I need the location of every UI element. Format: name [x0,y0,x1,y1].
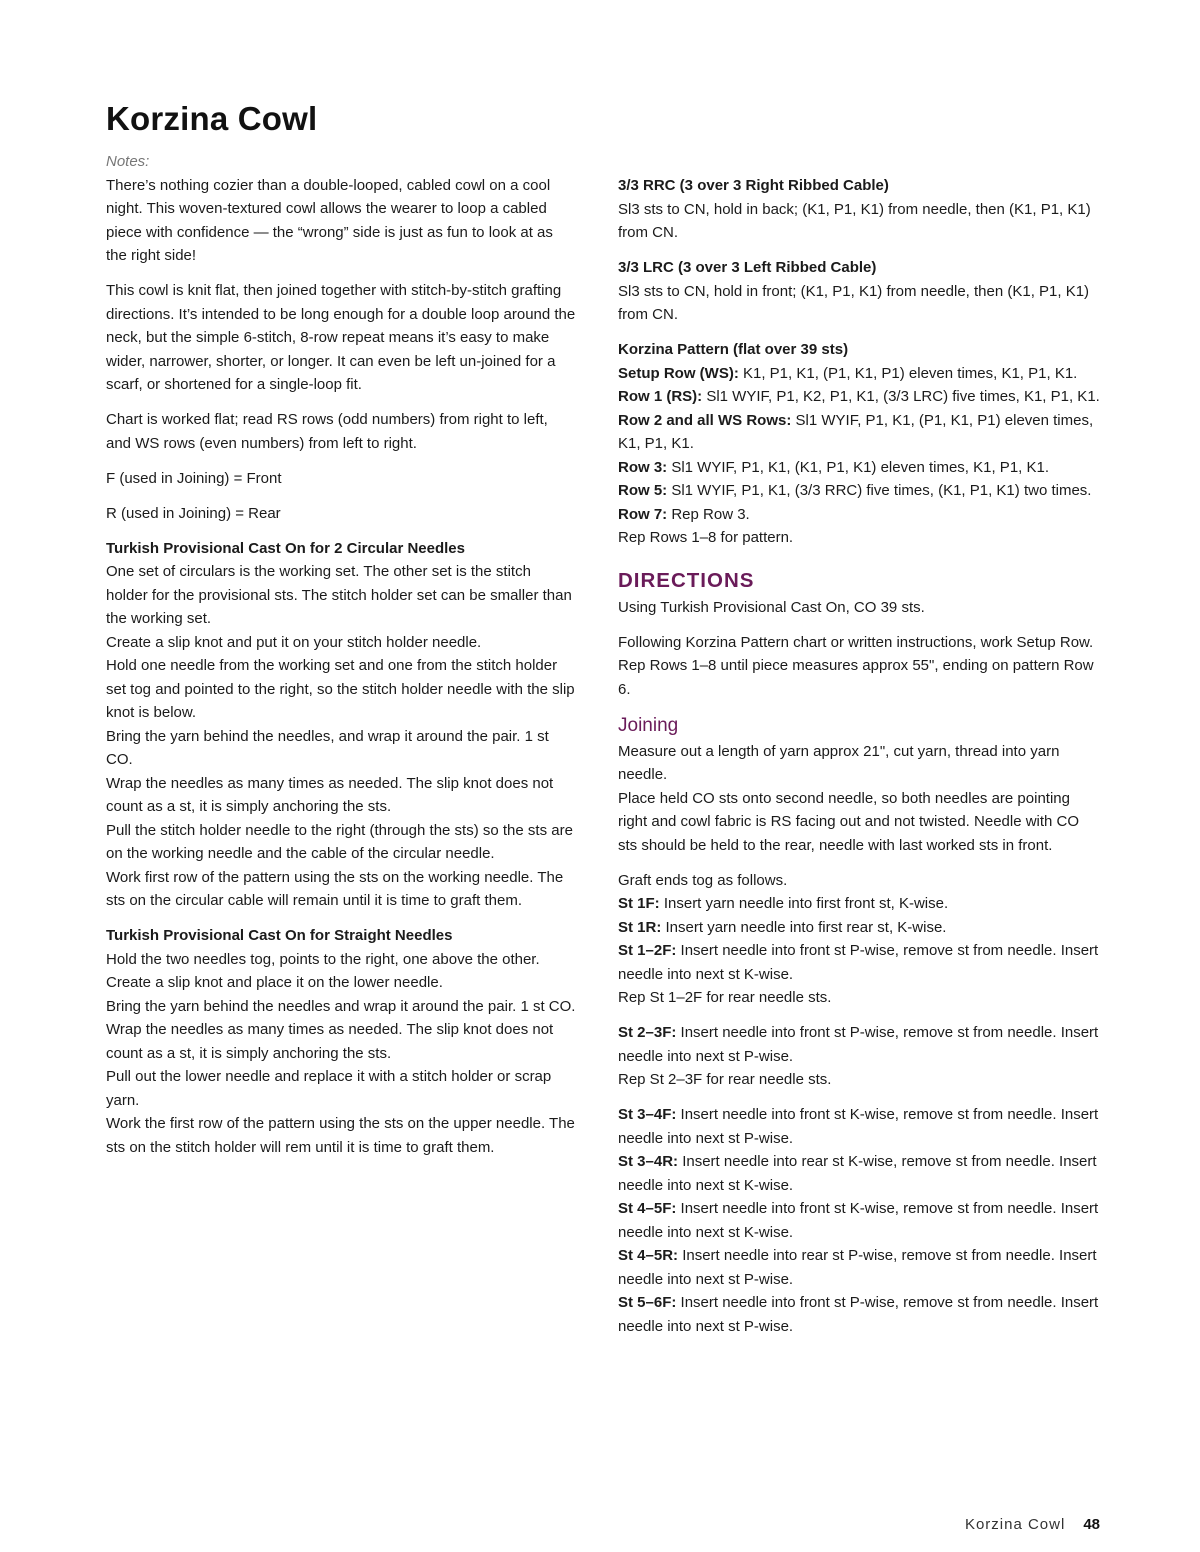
pattern-row [618,479,1100,503]
pattern-row-text: Sl1 WYIF, P1, K1, (3/3 RRC) five times, (K1, P1, K1) two times. [667,482,1092,499]
graft-step [618,916,1100,940]
pattern-row-text: Sl1 WYIF, P1, K1, (P1, K1, P1) eleven times, K1, P1, K1. [618,411,1094,452]
circular-step: Wrap the needles as many times as needed. The slip knot does not count as a st, it is simply anchoring the sts. [106,774,554,815]
page-footer [965,1516,1100,1533]
circular-step: Pull the stitch holder needle to the right (through the sts) so the sts are on the working needle and the cable of the circular needle. [106,821,573,862]
straight-step: Pull out the lower needle and replace it with a stitch holder or scrap yarn. [106,1068,552,1109]
page-title: Korzina Cowl [106,100,318,137]
joining-line: Measure out a length of yarn approx 21", cut yarn, thread into yarn needle. [618,742,1060,783]
korzina-pattern-section [618,338,1100,550]
graft-step [618,1291,1100,1338]
circular-cast-on-section [106,537,576,913]
pattern-row [618,409,1100,456]
circular-step: Work first row of the pattern using the sts on the working needle. The sts on the circular cable will remain until it is time to graft them. [106,868,564,909]
intro-paragraph-2: This cowl is knit flat, then joined together with stitch-by-stitch grafting directions. It’s intended to be long enough for a double loop around the neck, but the simple 6-stitch, 8-row repeat means it’s easy to make wider, narrower, shorter, or longer. It can even be left un-joined for a scarf, or shortened for a single-loop fit. [106,282,576,393]
graft-step-text: Insert needle into rear st K-wise, remove st from needle. Insert needle into next st K-wise. [618,1153,1097,1194]
directions-heading: DIRECTIONS [618,568,755,592]
graft-step-text: Rep St 2–3F for rear needle sts. [618,1071,832,1088]
lrc-heading: 3/3 LRC (3 over 3 Left Ribbed Cable) [618,259,877,276]
straight-step: Bring the yarn behind the needles and wrap it around the pair. 1 st CO. [106,997,576,1015]
graft-step-label: St 1R: [618,918,662,936]
graft-step-label: St 4–5R: [618,1247,679,1264]
graft-step-label: St 5–6F: [618,1294,677,1311]
lrc-definition [618,256,1100,327]
left-column [106,150,576,1171]
directions-paragraph-2 [618,631,1100,702]
joining-paragraph [618,740,1100,858]
directions-line: Rep Rows 1–8 until piece measures approx 55", ending on pattern Row 6. [618,657,1094,698]
footer-title: Korzina Cowl [964,1516,1066,1533]
graft-step [618,1197,1100,1244]
rear-abbr: R [106,504,117,522]
graft-step-text: Insert needle into rear st P-wise, remove st from needle. Insert needle into next st P-wise. [618,1247,1097,1288]
circular-step: Bring the yarn behind the needles, and wrap it around the pair. 1 st CO. [106,727,549,768]
pattern-row-label: Setup Row (WS): [618,364,739,382]
rrc-definition [618,174,1100,245]
straight-step: Wrap the needles as many times as needed. The slip knot does not count as a st, it is simply anchoring the sts. [106,1021,554,1062]
pattern-row [618,385,1100,409]
joining-line: Place held CO sts onto second needle, so both needles are pointing right and cowl fabric is RS facing out and not twisted. Needle with CO sts should be held to the rear, needle with last worked sts in front. [618,789,1080,854]
pattern-row-text: Sl1 WYIF, P1, K1, (K1, P1, K1) eleven times, K1, P1, K1. [667,458,1050,476]
graft-step-label: St 1F: [618,895,660,912]
graft-step-text: Insert needle into front st K-wise, remove st from needle. Insert needle into next st K-wise. [618,1200,1099,1241]
front-abbr: F [106,469,116,487]
graft-step-label: St 3–4R: [618,1153,679,1170]
straight-cast-on-section [106,924,576,1159]
straight-step: Work the first row of the pattern using the sts on the upper needle. The sts on the stitch holder will rem until it is time to graft them. [106,1115,575,1156]
pattern-row [618,503,1100,527]
straight-step: Create a slip knot and place it on the lower needle. [106,974,443,991]
graft-intro: Graft ends tog as follows. [618,871,788,889]
graft-block-1 [618,869,1100,1010]
pattern-repeat: Rep Rows 1–8 for pattern. [618,529,794,546]
page-number: 48 [1083,1516,1100,1533]
graft-step-text: Insert needle into front st K-wise, remove st from needle. Insert needle into next st P-wise. [618,1106,1099,1147]
graft-step [618,1103,1100,1150]
front-def-text: (used in Joining) = Front [115,469,282,487]
graft-step-label: St 2–3F: [618,1024,677,1041]
graft-step-text: Insert yarn needle into first front st, K-wise. [659,895,949,912]
intro-paragraph-3: Chart is worked flat; read RS rows (odd numbers) from right to left, and WS rows (even numbers) from left to right. [106,411,548,452]
right-column [618,174,1100,1350]
pattern-heading: Korzina Pattern (flat over 39 sts) [618,341,849,358]
graft-step [618,892,1100,916]
graft-block-3 [618,1103,1100,1338]
graft-step-text: Rep St 1–2F for rear needle sts. [618,989,832,1006]
intro-paragraph-1: There’s nothing cozier than a double-looped, cabled cowl on a cool night. This woven-textured cowl allows the wearer to loop a cabled piece with confidence — the “wrong” side is just as fun to look at as the right side! [106,176,553,264]
pattern-row-text: K1, P1, K1, (P1, K1, P1) eleven times, K1, P1, K1. [738,364,1078,382]
graft-step-text: Insert needle into front st P-wise, remove st from needle. Insert needle into next st K-wise. [618,942,1099,983]
joining-heading: Joining [618,714,679,736]
pattern-row [618,456,1100,480]
directions-line: Following Korzina Pattern chart or written instructions, work Setup Row. [618,633,1094,651]
pattern-row-text: Sl1 WYIF, P1, K2, P1, K1, (3/3 LRC) five times, K1, P1, K1. [702,388,1100,405]
graft-step [618,1021,1100,1068]
circular-step: One set of circulars is the working set. The other set is the stitch holder for the provisional sts. The stitch holder set can be smaller than the working set. [106,563,572,627]
notes-label: Notes: [106,153,150,170]
directions-paragraph-1: Using Turkish Provisional Cast On, CO 39 sts. [618,598,925,616]
pattern-row-label: Row 5: [618,482,668,499]
graft-step-text: Insert yarn needle into first rear st, K-wise. [661,918,947,936]
rear-definition [106,502,576,526]
rrc-heading: 3/3 RRC (3 over 3 Right Ribbed Cable) [618,177,889,194]
graft-step-text: Insert needle into front st P-wise, remove st from needle. Insert needle into next st P-wise. [618,1294,1099,1335]
graft-step-text: Insert needle into front st P-wise, remove st from needle. Insert needle into next st P-wise. [618,1024,1099,1065]
rrc-text: Sl3 sts to CN, hold in back; (K1, P1, K1) from needle, then (K1, P1, K1) from CN. [618,200,1091,241]
pattern-row-label: Row 2 and all WS Rows: [618,411,792,429]
circular-step: Hold one needle from the working set and one from the stitch holder set tog and pointed to the right, so the stitch holder needle with the slip knot is below. [106,657,575,721]
circular-cast-on-heading: Turkish Provisional Cast On for 2 Circular Needles [106,539,465,557]
pattern-row-label: Row 3: [618,458,668,476]
pattern-row-text: Rep Row 3. [667,505,750,523]
straight-step: Hold the two needles tog, points to the right, one above the other. [106,950,540,968]
graft-step-label: St 4–5F: [618,1200,677,1217]
graft-step-label: St 1–2F: [618,942,677,959]
graft-step [618,986,1100,1010]
graft-step-label: St 3–4F: [618,1106,677,1123]
pattern-row-label: Row 1 (RS): [618,388,703,405]
graft-step [618,1068,1100,1092]
pattern-row [618,362,1100,386]
graft-step [618,1150,1100,1197]
graft-block-2 [618,1021,1100,1092]
straight-cast-on-heading: Turkish Provisional Cast On for Straight Needles [106,927,453,944]
lrc-text: Sl3 sts to CN, hold in front; (K1, P1, K1) from needle, then (K1, P1, K1) from CN. [618,282,1090,323]
circular-step: Create a slip knot and put it on your stitch holder needle. [106,633,482,651]
rear-def-text: (used in Joining) = Rear [116,504,281,522]
graft-step [618,1244,1100,1291]
pattern-row-label: Row 7: [618,505,668,523]
graft-step [618,939,1100,986]
front-definition [106,467,576,491]
